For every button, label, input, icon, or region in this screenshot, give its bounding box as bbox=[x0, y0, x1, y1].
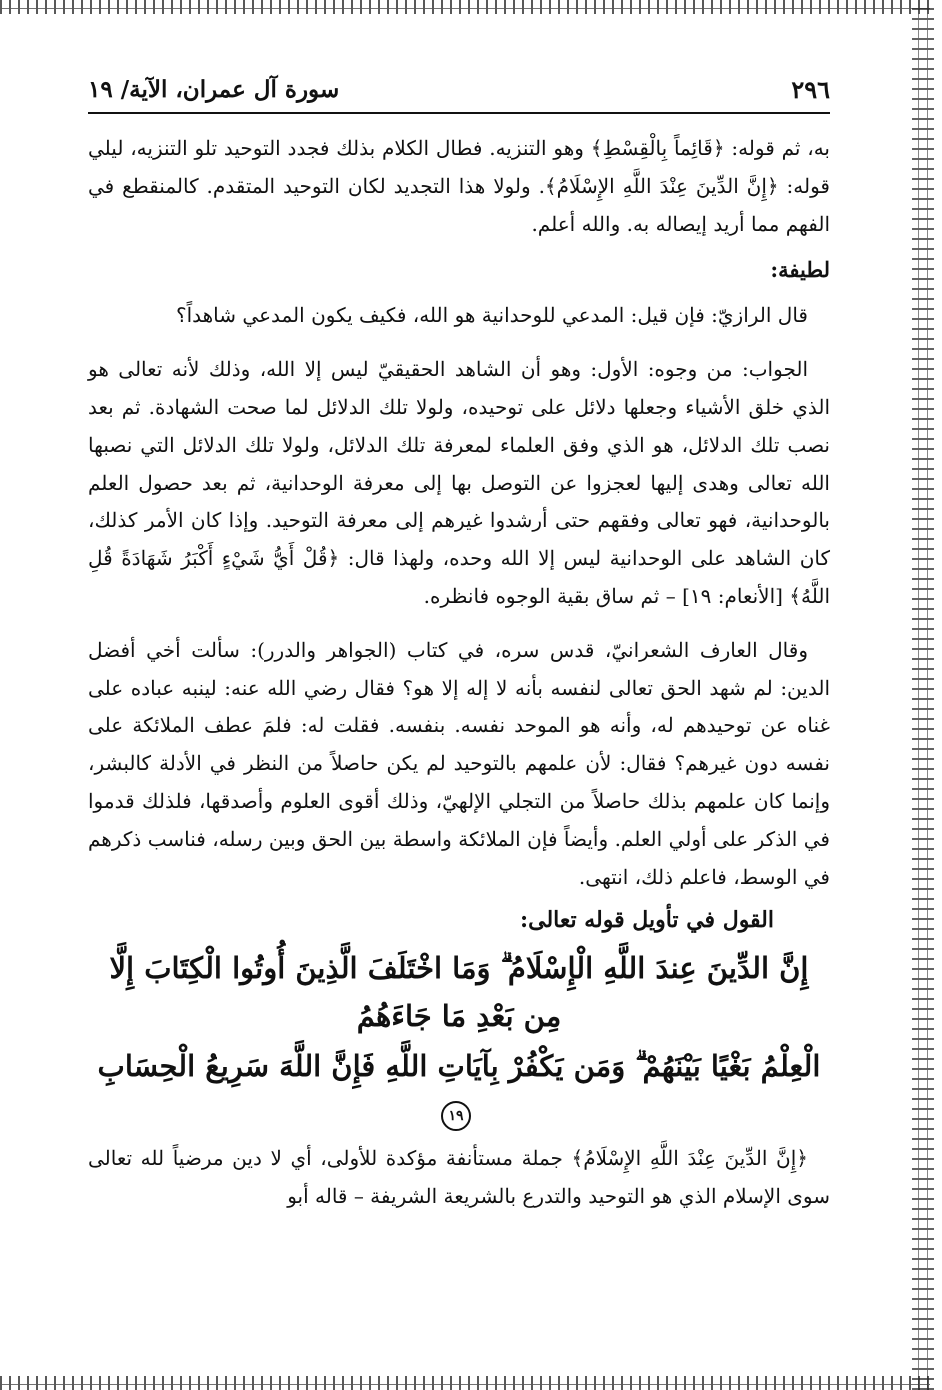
ornamental-border-bottom bbox=[0, 1376, 930, 1390]
latifa-heading: لطيفة: bbox=[770, 257, 830, 283]
spacer bbox=[88, 616, 830, 632]
ornamental-border-top bbox=[0, 0, 930, 14]
paragraph-answer: الجواب: من وجوه: الأول: وهو أن الشاهد الحقيقيّ ليس إلا الله، وذلك لأنه تعالى هو الذي خلق الأشياء وجعلها دلائل على توحيده، ولولا تلك الدلائل لما صحت الشهادة. ثم بعد نصب تلك الدلائل، هو الذي وفق العلماء لمعرفة تلك الدلائل، ولولا تلك الدلائل التي نصبها الله تعالى وهدى إليها لعجزوا عن التوصل بها إلى معرفة الوحدانية، ثم بعد حصول العلم بالوحدانية، فهو تعالى وفقهم حتى أرشدوا غيرهم إلى معرفة التوحيد. وإذا كان الأمر كذلك، كان الشاهد على الوحدانية ليس إلا الله وحده، ولهذا قال: ﴿قُلْ أَيُّ شَيْءٍ أَكْبَرُ شَهَادَةً قُلِ اللَّهُ﴾ [الأنعام: ١٩] – ثم ساق بقية الوجوه فانظره. bbox=[88, 357, 830, 608]
spacer bbox=[88, 335, 830, 351]
quran-verse-line-2-text: الْعِلْمُ بَغْيًا بَيْنَهُمْ ۗ وَمَن يَكْفُرْ بِآيَاتِ اللَّهِ فَإِنَّ اللَّهَ سَرِيعُ الْحِسَابِ bbox=[97, 1049, 821, 1084]
paragraph-commentary: ﴿إِنَّ الدِّينَ عِنْدَ اللَّهِ الإِسْلَامُ﴾ جملة مستأنفة مؤكدة للأولى، أي لا دين مرضياً لله تعالى سوى الإسلام الذي هو التوحيد والتدرع بالشريعة الشريفة – قاله أبو bbox=[88, 1146, 830, 1209]
ornamental-border-right bbox=[912, 0, 934, 1390]
surah-title: سورة آل عمران، الآية/ ١٩ bbox=[88, 76, 340, 103]
page-body bbox=[88, 130, 830, 1216]
paragraph-razi: قال الرازيّ: فإن قيل: المدعي للوحدانية هو الله، فكيف يكون المدعي شاهداً؟ bbox=[175, 303, 808, 328]
ayah-number-marker: ١٩ bbox=[441, 1101, 471, 1131]
running-header bbox=[88, 70, 830, 114]
paragraph-1: به، ثم قوله: ﴿قَائِماً بِالْقِسْطِ﴾ وهو التنزيه. فطال الكلام بذلك فجدد التوحيد تلو التنزيه، ليلي قوله: ﴿إِنَّ الدِّينَ عِنْدَ اللَّهِ الإِسْلَامُ﴾. ولولا هذا التجديد لكان التوحيد المتقدم. كالمنقطع في الفهم مما أريد إيصاله به. والله أعلم. bbox=[88, 136, 830, 236]
tafsir-heading: القول في تأويل قوله تعالى: bbox=[520, 907, 774, 934]
quran-verse-line-2 bbox=[88, 1042, 830, 1138]
book-page bbox=[88, 70, 830, 1216]
paragraph-shaarani: وقال العارف الشعرانيّ، قدس سره، في كتاب (الجواهر والدرر): سألت أخي أفضل الدين: لم شهد الحق تعالى لنفسه بأنه لا إله إلا هو؟ فقال رضي الله عنه: لينبه عباده على غناه عن توحيدهم له، وأنه هو الموحد نفسه. بنفسه. فقلت له: فلمَ عطف الملائكة على نفسه دون غيرهم؟ فقال: لأن علمهم بالتوحيد لم يكن حاصلاً من النظر في الأدلة كالبشر، وإنما كان علمهم بذلك حاصلاً من التجلي الإلهيّ، وذلك أقوى العلوم وأصدقها، فلذلك قدموا في الذكر على أولي العلم. وأيضاً فإن الملائكة واسطة بين الحق وبين رسله، فناسب ذكرهم في الوسط، فاعلم ذلك، انتهى. bbox=[88, 637, 830, 889]
page-number: ٢٩٦ bbox=[791, 75, 830, 104]
quran-verse-line-1: إِنَّ الدِّينَ عِندَ اللَّهِ الْإِسْلَامُ ۗ وَمَا اخْتَلَفَ الَّذِينَ أُوتُوا الْكِتَابَ إِلَّا مِن بَعْدِ مَا جَاءَهُمُ bbox=[109, 951, 809, 1034]
